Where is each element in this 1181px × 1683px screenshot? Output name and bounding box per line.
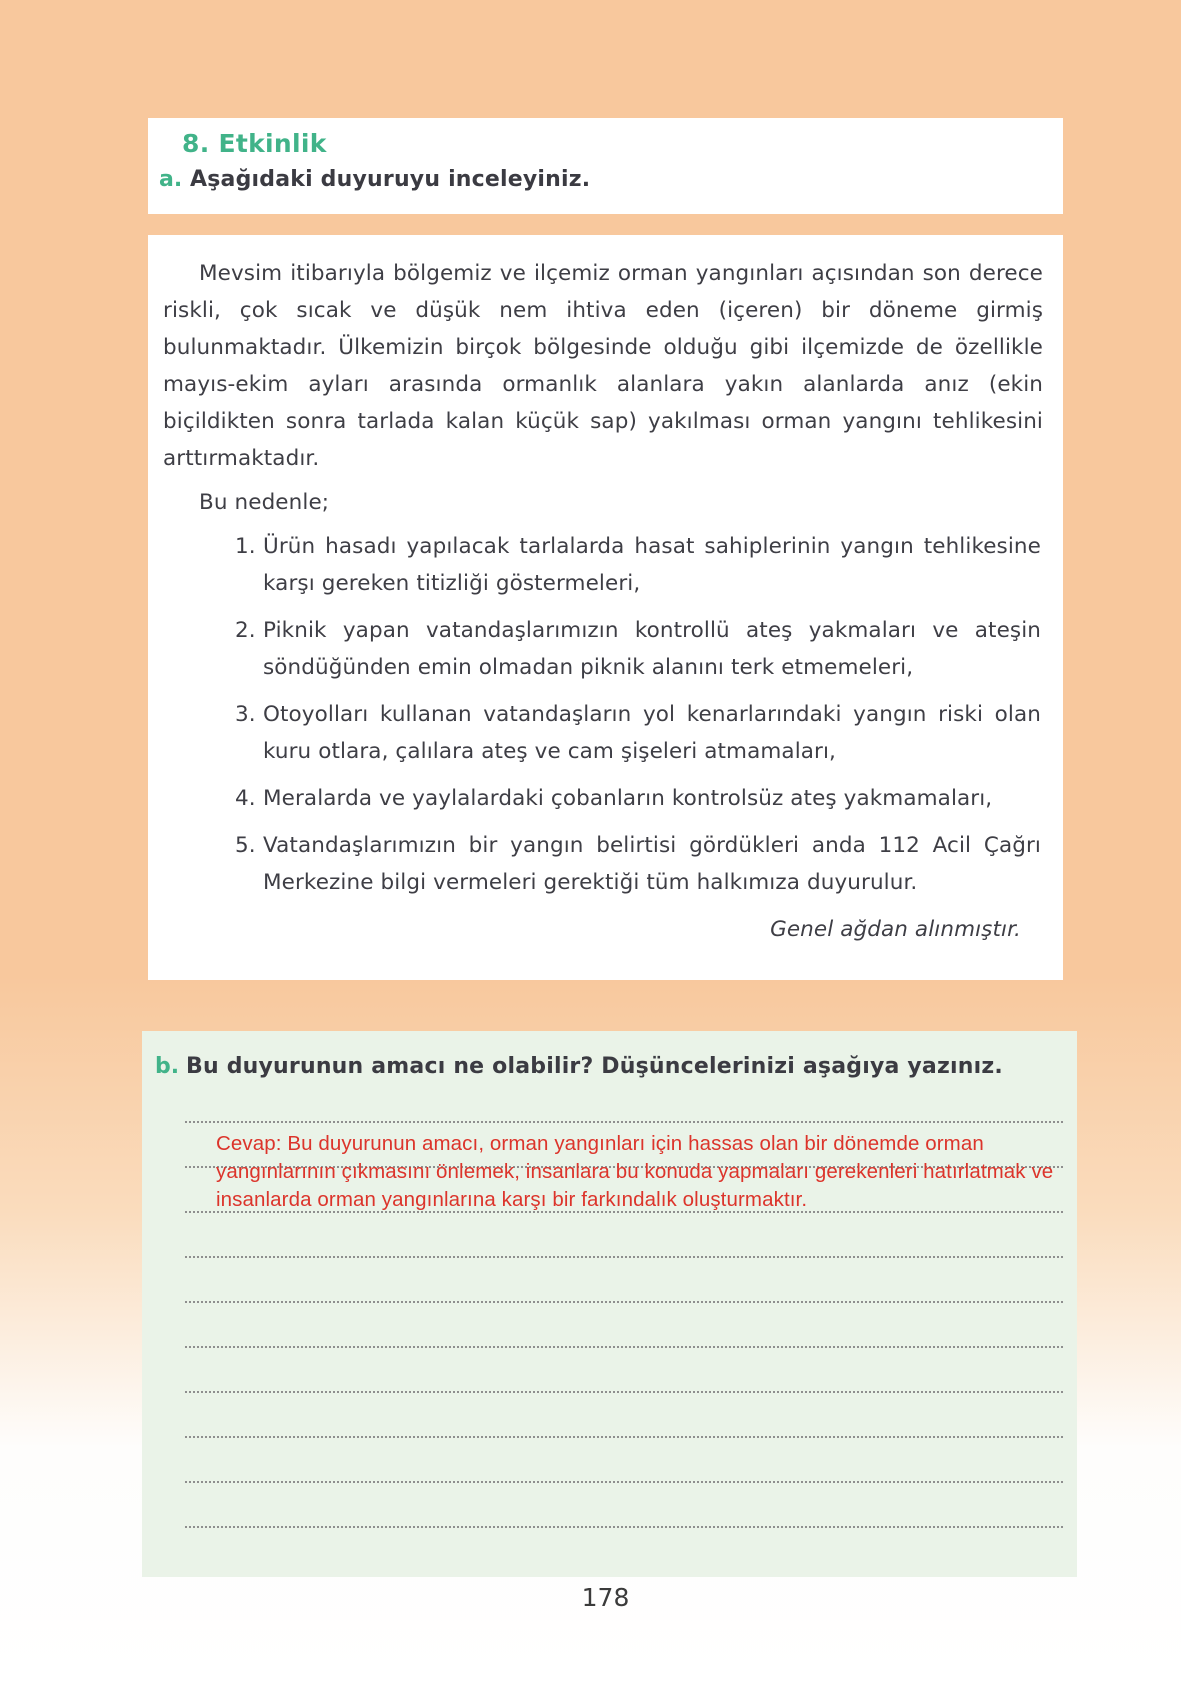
ruled-line (185, 1348, 1063, 1393)
page-number: 178 (581, 1583, 630, 1612)
part-b-label: b. (155, 1054, 180, 1079)
part-a-label: a. (159, 167, 183, 192)
part-a-row (159, 167, 1063, 192)
list-item-text: Meralarda ve yaylalardaki çobanların kontrolsüz ateş yakmamaları, (263, 786, 993, 811)
announcement-box (148, 235, 1063, 980)
ruled-line (185, 1438, 1063, 1483)
ruled-line (185, 1078, 1063, 1123)
writing-area (185, 1078, 1063, 1528)
list-item-text: Vatandaşlarımızın bir yangın belirtisi gördükleri anda 112 Acil Çağrı Merkezine bilgi vermeleri gerektiği tüm halkımıza duyurulur. (263, 833, 1041, 895)
source-note: Genel ağdan alınmıştır. (770, 917, 1021, 942)
list-item-number: 5. (235, 833, 256, 858)
ruled-line (185, 1303, 1063, 1348)
list-item (235, 827, 1043, 901)
list-item (235, 612, 1043, 686)
announcement-list (235, 528, 1043, 901)
ruled-line (185, 1393, 1063, 1438)
ruled-line (185, 1213, 1063, 1258)
list-item-number: 1. (235, 534, 256, 559)
list-item-text: Otoyolları kullanan vatandaşların yol kenarlarındaki yangın riski olan kuru otlara, çalılara ateş ve cam şişeleri atmamaları, (263, 702, 1041, 764)
ruled-line (185, 1483, 1063, 1528)
part-a-instruction: Aşağıdaki duyuruyu inceleyiniz. (190, 167, 591, 192)
list-item-text: Piknik yapan vatandaşlarımızın kontrollü ateş yakmaları ve ateşin söndüğünden emin olmadan piknik alanını terk etmemeleri, (263, 618, 1041, 680)
list-item-text: Ürün hasadı yapılacak tarlalarda hasat sahiplerinin yangın tehlikesine karşı gereken titizliği göstermeleri, (263, 534, 1041, 596)
part-b-instruction: Bu duyurunun amacı ne olabilir? Düşüncelerinizi aşağıya yazınız. (186, 1054, 1003, 1079)
activity-header-box (148, 118, 1063, 214)
list-item (235, 696, 1043, 770)
part-b-row (155, 1054, 1077, 1079)
list-item (235, 528, 1043, 602)
ruled-line (185, 1258, 1063, 1303)
answer-box (142, 1031, 1077, 1577)
announcement-paragraph: Mevsim itibarıyla bölgemiz ve ilçemiz orman yangınları açısından son derece riskli, çok sıcak ve düşük nem ihtiva eden (içeren) bir döneme girmiş bulunmaktadır. Ülkemizin birçok bölgesinde olduğu gibi ilçemizde de özellikle mayıs-ekim ayları arasında ormanlık alanlara yakın alanlarda anız (ekin biçildikten sonra tarlada kalan küçük sap) yakılması orman yangını tehlikesini arttırmaktadır. (163, 261, 1043, 471)
list-item-number: 3. (235, 702, 256, 727)
activity-title: 8. Etkinlik (182, 129, 327, 158)
handwritten-answer-text: Cevap: Bu duyurunun amacı, orman yangınları için hassas olan bir dönemde orman yangınlarının çıkmasını önlemek, insanlara bu konuda yapmaları gerekenleri hatırlatmak ve insanlarda orman yangınlarına karşı bir farkındalık oluşturmaktır. (216, 1132, 1054, 1211)
list-item-number: 2. (235, 618, 256, 643)
list-item-number: 4. (235, 786, 256, 811)
announcement-lead-in: Bu nedenle; (199, 490, 330, 515)
list-item (235, 780, 1043, 817)
